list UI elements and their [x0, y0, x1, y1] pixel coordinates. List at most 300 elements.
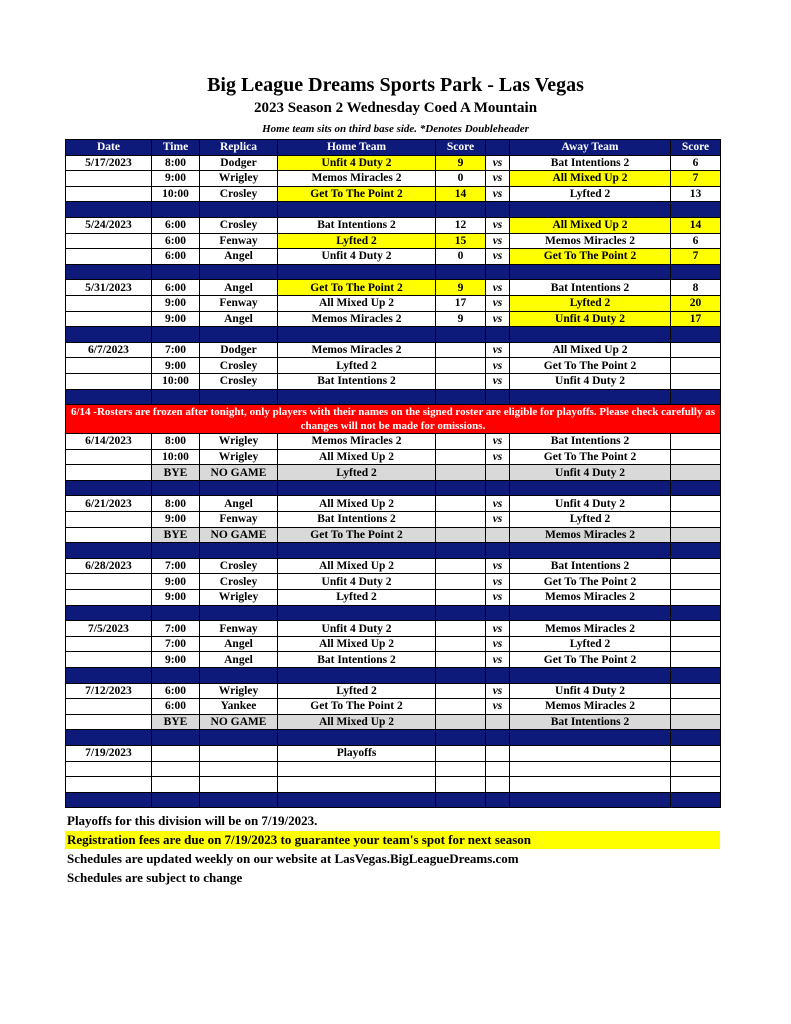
separator-cell [671, 730, 721, 746]
home-team-cell [278, 761, 436, 777]
away-score-cell [671, 449, 721, 465]
vs-cell: vs [486, 496, 510, 512]
away-team-cell: Lyfted 2 [510, 512, 671, 528]
replica-cell: Wrigley [200, 449, 278, 465]
separator-cell [200, 327, 278, 343]
table-header-row [66, 140, 721, 156]
separator-cell [200, 605, 278, 621]
home-score-cell [436, 590, 486, 606]
home-team-cell: Lyfted 2 [278, 358, 436, 374]
vs-cell: vs [486, 249, 510, 265]
replica-cell: Crosley [200, 358, 278, 374]
replica-cell: Wrigley [200, 683, 278, 699]
table-row [66, 249, 721, 265]
time-cell: 8:00 [152, 496, 200, 512]
separator-cell [278, 605, 436, 621]
vs-cell [486, 745, 510, 761]
home-score-cell [436, 683, 486, 699]
separator-cell [671, 202, 721, 218]
time-cell: 8:00 [152, 155, 200, 171]
column-header-away-team: Away Team [510, 140, 671, 156]
date-cell: 7/19/2023 [66, 745, 152, 761]
separator-cell [66, 543, 152, 559]
separator-cell [200, 202, 278, 218]
vs-cell: vs [486, 683, 510, 699]
home-score-cell [436, 714, 486, 730]
separator-cell [436, 327, 486, 343]
separator-cell [278, 264, 436, 280]
separator-cell [152, 668, 200, 684]
away-score-cell [671, 621, 721, 637]
date-cell [66, 714, 152, 730]
vs-cell: vs [486, 280, 510, 296]
time-cell: 9:00 [152, 311, 200, 327]
separator-cell [66, 730, 152, 746]
home-team-cell: Bat Intentions 2 [278, 512, 436, 528]
time-cell: 9:00 [152, 590, 200, 606]
time-cell: 7:00 [152, 621, 200, 637]
replica-cell: Fenway [200, 233, 278, 249]
away-team-cell: All Mixed Up 2 [510, 342, 671, 358]
date-cell: 5/24/2023 [66, 217, 152, 233]
home-team-cell: All Mixed Up 2 [278, 558, 436, 574]
home-score-cell [436, 373, 486, 389]
away-score-cell [671, 558, 721, 574]
separator-cell [152, 792, 200, 808]
away-score-cell: 14 [671, 217, 721, 233]
vs-cell: vs [486, 636, 510, 652]
home-team-cell: Unfit 4 Duty 2 [278, 574, 436, 590]
home-score-cell [436, 449, 486, 465]
away-team-cell: Lyfted 2 [510, 295, 671, 311]
home-score-cell: 0 [436, 249, 486, 265]
time-cell: 10:00 [152, 186, 200, 202]
separator-cell [152, 389, 200, 405]
schedule-note: Home team sits on third base side. *Denotes Doubleheader [262, 123, 529, 135]
vs-cell: vs [486, 373, 510, 389]
separator-cell [152, 264, 200, 280]
away-score-cell [671, 761, 721, 777]
home-team-cell: Bat Intentions 2 [278, 373, 436, 389]
vs-cell: vs [486, 449, 510, 465]
separator-cell [200, 668, 278, 684]
away-team-cell: Memos Miracles 2 [510, 233, 671, 249]
home-score-cell: 9 [436, 311, 486, 327]
time-cell: 10:00 [152, 373, 200, 389]
separator-cell [66, 480, 152, 496]
vs-cell: vs [486, 621, 510, 637]
away-team-cell: Unfit 4 Duty 2 [510, 465, 671, 481]
separator-cell [486, 792, 510, 808]
home-score-cell [436, 434, 486, 450]
table-row [66, 652, 721, 668]
separator-cell [436, 264, 486, 280]
separator-cell [486, 202, 510, 218]
vs-cell: vs [486, 311, 510, 327]
website-note: Schedules are updated weekly on our website at LasVegas.BigLeagueDreams.com [67, 851, 519, 866]
separator-cell [486, 605, 510, 621]
date-cell [66, 171, 152, 187]
vs-cell: vs [486, 574, 510, 590]
replica-cell: Angel [200, 280, 278, 296]
registration-note: Registration fees are due on 7/19/2023 to guarantee your team's spot for next season [65, 831, 720, 849]
home-team-cell: Memos Miracles 2 [278, 311, 436, 327]
separator-cell [200, 264, 278, 280]
separator-cell [66, 792, 152, 808]
time-cell: 6:00 [152, 233, 200, 249]
table-row [66, 449, 721, 465]
separator-cell [671, 668, 721, 684]
away-score-cell [671, 590, 721, 606]
separator-row [66, 480, 721, 496]
separator-cell [510, 389, 671, 405]
vs-cell: vs [486, 590, 510, 606]
replica-cell: Crosley [200, 186, 278, 202]
separator-cell [486, 668, 510, 684]
home-score-cell: 0 [436, 171, 486, 187]
home-team-cell: Memos Miracles 2 [278, 342, 436, 358]
page-subtitle: 2023 Season 2 Wednesday Coed A Mountain [253, 100, 538, 116]
separator-cell [510, 605, 671, 621]
home-score-cell [436, 527, 486, 543]
vs-cell: vs [486, 652, 510, 668]
time-cell: 7:00 [152, 636, 200, 652]
bye-row [66, 465, 721, 481]
separator-cell [671, 327, 721, 343]
table-row [66, 512, 721, 528]
away-team-cell: Bat Intentions 2 [510, 280, 671, 296]
time-cell: 9:00 [152, 358, 200, 374]
change-note: Schedules are subject to change [67, 870, 243, 885]
replica-cell: NO GAME [200, 465, 278, 481]
date-cell [66, 449, 152, 465]
separator-cell [486, 730, 510, 746]
home-score-cell [436, 652, 486, 668]
time-cell: 9:00 [152, 171, 200, 187]
home-score-cell: 12 [436, 217, 486, 233]
column-header-date: Date [66, 140, 152, 156]
time-cell: BYE [152, 714, 200, 730]
away-team-cell: Get To The Point 2 [510, 652, 671, 668]
home-team-cell: Unfit 4 Duty 2 [278, 621, 436, 637]
replica-cell: Angel [200, 652, 278, 668]
separator-cell [66, 202, 152, 218]
home-team-cell: All Mixed Up 2 [278, 714, 436, 730]
home-team-cell: Lyfted 2 [278, 590, 436, 606]
away-team-cell: Bat Intentions 2 [510, 155, 671, 171]
separator-cell [152, 730, 200, 746]
separator-cell [278, 543, 436, 559]
replica-cell: Fenway [200, 621, 278, 637]
time-cell: 9:00 [152, 574, 200, 590]
away-score-cell: 6 [671, 155, 721, 171]
table-row [66, 434, 721, 450]
time-cell: 6:00 [152, 249, 200, 265]
home-score-cell [436, 465, 486, 481]
date-cell [66, 358, 152, 374]
playoffs-note: Playoffs for this division will be on 7/19/2023. [67, 813, 318, 828]
separator-cell [510, 202, 671, 218]
replica-cell: Fenway [200, 512, 278, 528]
home-team-cell: Lyfted 2 [278, 465, 436, 481]
separator-cell [510, 264, 671, 280]
separator-cell [278, 480, 436, 496]
time-cell [152, 777, 200, 793]
away-team-cell: Memos Miracles 2 [510, 590, 671, 606]
date-cell [66, 512, 152, 528]
away-score-cell [671, 496, 721, 512]
vs-cell: vs [486, 358, 510, 374]
time-cell: 6:00 [152, 699, 200, 715]
home-score-cell: 15 [436, 233, 486, 249]
bye-row [66, 527, 721, 543]
separator-cell [436, 730, 486, 746]
separator-cell [278, 792, 436, 808]
schedule-body [66, 155, 721, 808]
vs-cell: vs [486, 171, 510, 187]
separator-cell [200, 480, 278, 496]
home-score-cell [436, 496, 486, 512]
separator-cell [152, 605, 200, 621]
replica-cell: Angel [200, 496, 278, 512]
date-cell: 6/28/2023 [66, 558, 152, 574]
time-cell: 9:00 [152, 512, 200, 528]
home-team-cell: Unfit 4 Duty 2 [278, 155, 436, 171]
home-team-cell: All Mixed Up 2 [278, 636, 436, 652]
home-score-cell [436, 342, 486, 358]
date-cell: 6/21/2023 [66, 496, 152, 512]
away-team-cell [510, 745, 671, 761]
home-score-cell: 9 [436, 280, 486, 296]
home-team-cell: Lyfted 2 [278, 683, 436, 699]
date-cell [66, 777, 152, 793]
separator-cell [152, 327, 200, 343]
table-row [66, 621, 721, 637]
separator-row [66, 792, 721, 808]
away-team-cell: Get To The Point 2 [510, 574, 671, 590]
separator-cell [66, 264, 152, 280]
away-team-cell [510, 761, 671, 777]
replica-cell: Dodger [200, 155, 278, 171]
table-row [66, 574, 721, 590]
replica-cell [200, 745, 278, 761]
away-score-cell [671, 652, 721, 668]
vs-cell [486, 465, 510, 481]
home-score-cell [436, 761, 486, 777]
schedule-table [65, 139, 721, 808]
separator-cell [66, 668, 152, 684]
separator-cell [671, 264, 721, 280]
table-row [66, 155, 721, 171]
away-team-cell: Get To The Point 2 [510, 449, 671, 465]
home-score-cell: 14 [436, 186, 486, 202]
time-cell: 9:00 [152, 652, 200, 668]
time-cell: 6:00 [152, 683, 200, 699]
vs-cell [486, 714, 510, 730]
home-team-cell: Lyfted 2 [278, 233, 436, 249]
table-row [66, 233, 721, 249]
date-cell: 5/31/2023 [66, 280, 152, 296]
separator-cell [278, 668, 436, 684]
separator-cell [200, 792, 278, 808]
table-row [66, 745, 721, 761]
home-team-cell: Playoffs [278, 745, 436, 761]
time-cell [152, 745, 200, 761]
away-team-cell: Bat Intentions 2 [510, 558, 671, 574]
away-team-cell [510, 777, 671, 793]
separator-cell [510, 480, 671, 496]
table-row [66, 590, 721, 606]
vs-cell: vs [486, 155, 510, 171]
home-team-cell: Memos Miracles 2 [278, 171, 436, 187]
away-score-cell: 17 [671, 311, 721, 327]
separator-cell [486, 264, 510, 280]
separator-cell [510, 668, 671, 684]
table-row [66, 683, 721, 699]
home-score-cell [436, 699, 486, 715]
time-cell: 6:00 [152, 280, 200, 296]
date-cell [66, 311, 152, 327]
separator-cell [278, 327, 436, 343]
away-team-cell: Bat Intentions 2 [510, 714, 671, 730]
away-score-cell: 8 [671, 280, 721, 296]
away-score-cell: 20 [671, 295, 721, 311]
away-team-cell: Bat Intentions 2 [510, 434, 671, 450]
separator-cell [510, 327, 671, 343]
time-cell: 7:00 [152, 342, 200, 358]
separator-cell [510, 792, 671, 808]
home-score-cell [436, 745, 486, 761]
away-team-cell: All Mixed Up 2 [510, 171, 671, 187]
replica-cell: Wrigley [200, 434, 278, 450]
away-score-cell [671, 512, 721, 528]
separator-cell [278, 202, 436, 218]
away-score-cell [671, 777, 721, 793]
replica-cell: Wrigley [200, 590, 278, 606]
home-team-cell: Get To The Point 2 [278, 527, 436, 543]
date-cell: 7/5/2023 [66, 621, 152, 637]
home-team-cell: Bat Intentions 2 [278, 217, 436, 233]
away-score-cell [671, 373, 721, 389]
table-row [66, 295, 721, 311]
separator-cell [436, 202, 486, 218]
date-cell: 6/14/2023 [66, 434, 152, 450]
vs-cell [486, 761, 510, 777]
table-row [66, 217, 721, 233]
away-score-cell [671, 574, 721, 590]
separator-row [66, 264, 721, 280]
date-cell: 7/12/2023 [66, 683, 152, 699]
date-cell [66, 527, 152, 543]
away-score-cell [671, 527, 721, 543]
away-team-cell: Get To The Point 2 [510, 358, 671, 374]
separator-row [66, 730, 721, 746]
away-score-cell [671, 434, 721, 450]
date-cell [66, 249, 152, 265]
replica-cell: Fenway [200, 295, 278, 311]
table-row [66, 311, 721, 327]
replica-cell: Yankee [200, 699, 278, 715]
separator-cell [152, 480, 200, 496]
date-cell [66, 233, 152, 249]
separator-cell [436, 389, 486, 405]
vs-cell: vs [486, 186, 510, 202]
replica-cell: Crosley [200, 217, 278, 233]
home-team-cell: All Mixed Up 2 [278, 449, 436, 465]
table-row [66, 558, 721, 574]
replica-cell: Angel [200, 636, 278, 652]
home-score-cell: 17 [436, 295, 486, 311]
separator-cell [200, 389, 278, 405]
separator-cell [436, 543, 486, 559]
column-header-time: Time [152, 140, 200, 156]
table-row [66, 342, 721, 358]
separator-row [66, 389, 721, 405]
date-cell [66, 652, 152, 668]
home-score-cell [436, 574, 486, 590]
away-team-cell: Lyfted 2 [510, 186, 671, 202]
separator-cell [66, 605, 152, 621]
away-score-cell [671, 358, 721, 374]
table-row [66, 373, 721, 389]
away-score-cell: 13 [671, 186, 721, 202]
away-score-cell [671, 745, 721, 761]
away-score-cell: 7 [671, 249, 721, 265]
page-title: Big League Dreams Sports Park - Las Vegas [207, 74, 584, 96]
replica-cell: Angel [200, 311, 278, 327]
away-team-cell: All Mixed Up 2 [510, 217, 671, 233]
vs-cell: vs [486, 558, 510, 574]
away-score-cell: 7 [671, 171, 721, 187]
table-row [66, 280, 721, 296]
date-cell [66, 295, 152, 311]
replica-cell: Crosley [200, 574, 278, 590]
vs-cell: vs [486, 512, 510, 528]
replica-cell [200, 761, 278, 777]
home-score-cell [436, 558, 486, 574]
date-cell: 5/17/2023 [66, 155, 152, 171]
column-header-away-score: Score [671, 140, 721, 156]
replica-cell: NO GAME [200, 714, 278, 730]
separator-row [66, 543, 721, 559]
home-score-cell [436, 621, 486, 637]
home-team-cell [278, 777, 436, 793]
away-team-cell: Memos Miracles 2 [510, 621, 671, 637]
replica-cell: Wrigley [200, 171, 278, 187]
separator-row [66, 202, 721, 218]
away-score-cell [671, 636, 721, 652]
date-cell [66, 465, 152, 481]
home-team-cell: All Mixed Up 2 [278, 295, 436, 311]
separator-cell [200, 730, 278, 746]
home-team-cell: Memos Miracles 2 [278, 434, 436, 450]
vs-cell: vs [486, 342, 510, 358]
replica-cell: Crosley [200, 558, 278, 574]
separator-cell [486, 480, 510, 496]
vs-cell: vs [486, 434, 510, 450]
time-cell: 10:00 [152, 449, 200, 465]
time-cell: 6:00 [152, 217, 200, 233]
table-row [66, 358, 721, 374]
separator-cell [510, 730, 671, 746]
vs-cell [486, 777, 510, 793]
separator-cell [278, 389, 436, 405]
separator-cell [200, 543, 278, 559]
separator-cell [671, 605, 721, 621]
away-team-cell: Lyfted 2 [510, 636, 671, 652]
separator-cell [152, 202, 200, 218]
table-row [66, 777, 721, 793]
